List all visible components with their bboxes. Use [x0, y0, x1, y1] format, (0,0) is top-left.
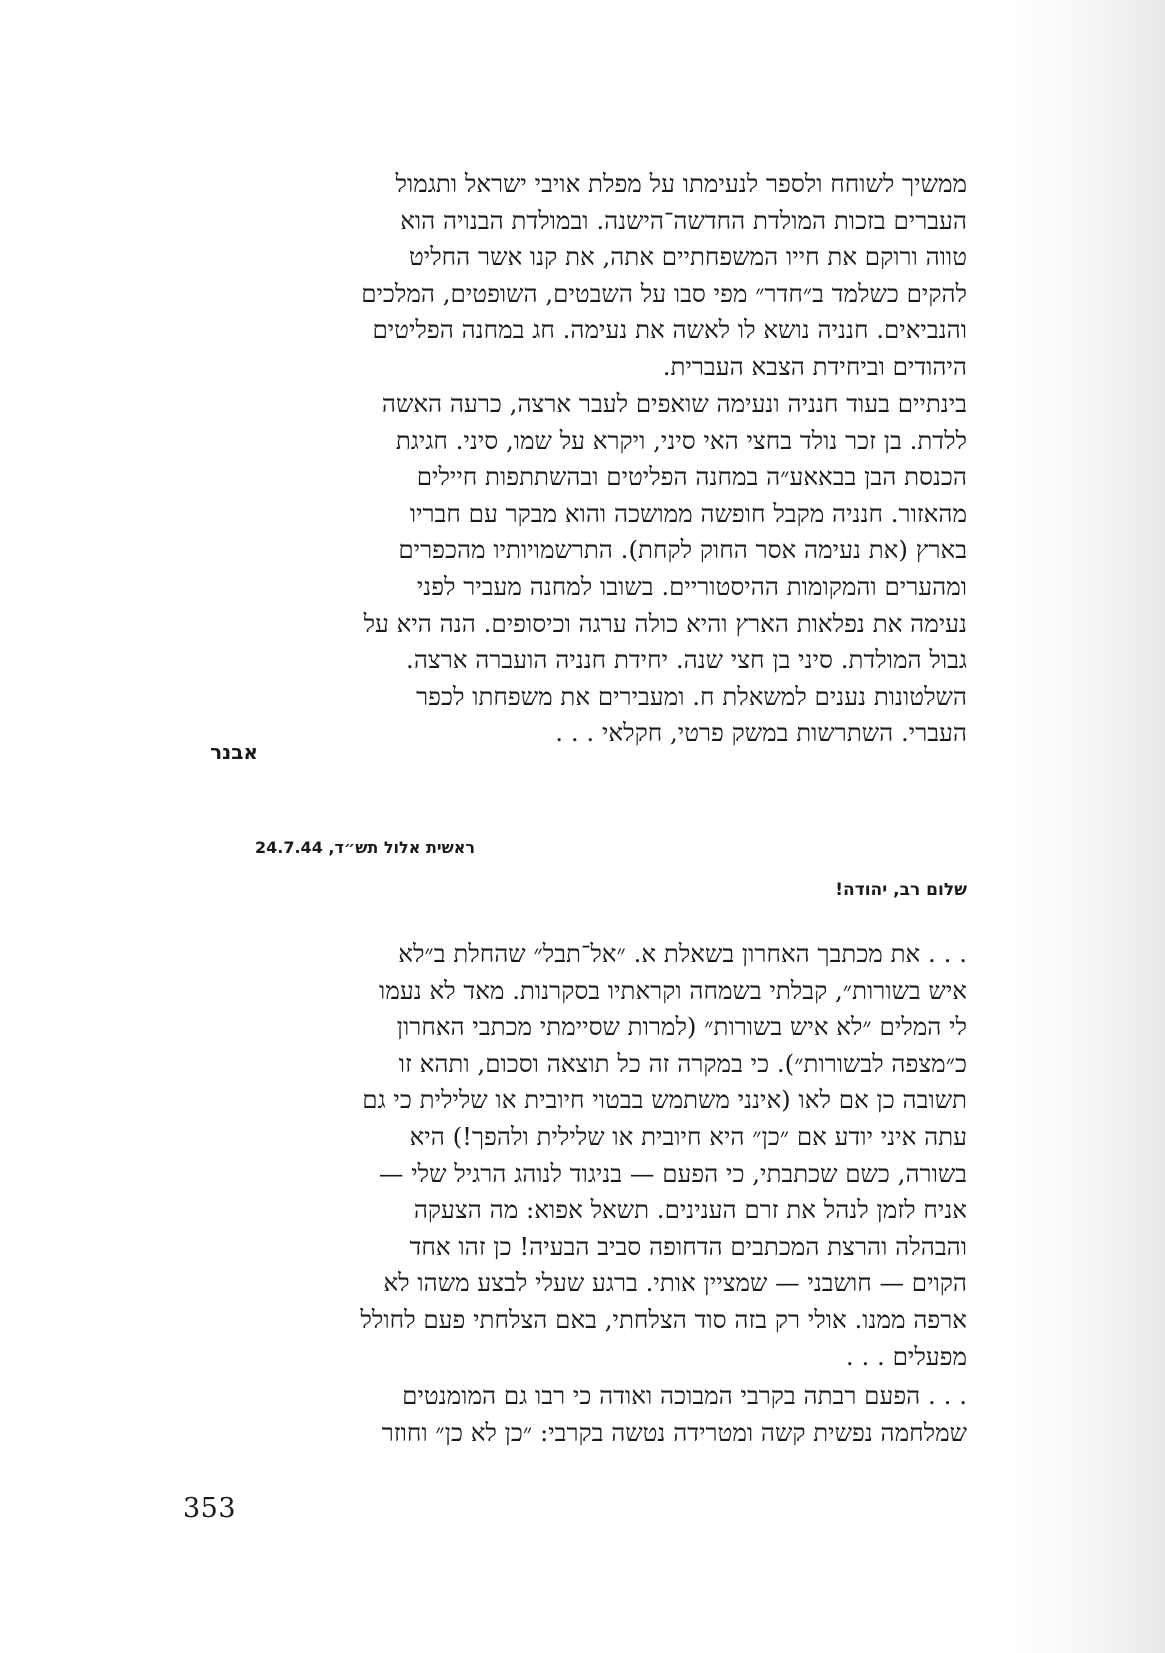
text-line: איש בשורות״, קבלתי בשמחה וקראתיו בסקרנות. מאד לא נעמו	[379, 975, 967, 1005]
text-line: אניח לזמן לנהל את זרם הענינים. תשאל אפוא: מה הצעקה	[413, 1195, 967, 1225]
text-line: בארץ (את נעימה אסר החוק לקחת). התרשמויותיו מהכפרים	[398, 535, 967, 565]
page-gutter-shadow	[1015, 0, 1165, 1653]
text-line: היהודים וביחידת הצבא העברית.	[662, 351, 967, 381]
text-line: ממשיך לשוחח ולספר לנעימתו על מפלת אויבי ישראל ותגמול	[395, 169, 967, 198]
page-number: 353	[183, 1493, 237, 1524]
text-line: . . . הפעם רבתה בקרבי המבוכה ואודה כי רבו גם המומנטים	[402, 1381, 967, 1410]
text-line: בשורה, כשם שכתבתי, כי הפעם — בניגוד לנוהג הרגיל שלי —	[378, 1158, 967, 1188]
text-line: עתה איני יודע אם ״כן״ היא חיובית או שלילית ולהפך!) היא	[409, 1121, 967, 1151]
text-line: . . . את מכתבך האחרון בשאלת א. ״אל־תבל״ שהחלת ב״לא	[398, 939, 967, 968]
text-line: כ״מצפה לבשורות״). כי במקרה זה כל תוצאה וסכום, ותהא זו	[398, 1048, 967, 1078]
letter-date: ראשית אלול תש״ד, 24.7.44	[255, 838, 475, 857]
text-line: ומהערים והמקומות ההיסטוריים. בשובו למחנה מעביר לפני	[416, 571, 967, 601]
paragraph-3	[197, 936, 967, 1375]
paragraph-4	[197, 1378, 967, 1451]
text-line: הקוים — חושבני — שמציין אותי. ברגע שעלי לבצע משהו לא	[383, 1268, 967, 1298]
text-line: השלטונות נענים למשאלת ח. ומעבירים את משפחתו לכפר	[416, 681, 967, 711]
text-line: תשובה כן אם לאו (אינני משתמש בבטוי חיובית או שלילית כי גם	[362, 1085, 967, 1115]
text-line: ללדת. בן זכר נולד בחצי האי סיני, ויקרא על שמו, סיני. חגיגת	[395, 425, 967, 455]
paragraph-2	[197, 386, 967, 752]
paragraph-1	[197, 166, 967, 386]
text-line: לי המלים ״לא איש בשורות״ (למרות שסיימתי מכתבי האחרון	[396, 1012, 967, 1042]
text-line: שמלחמה נפשית קשה ומטרידה נטשה בקרבי: ״כן לא כן״ וחוזר	[381, 1417, 967, 1447]
text-line: מהאזור. חנניה מקבל חופשה ממושכה והוא מבקר עם חבריו	[409, 498, 967, 528]
letter-salutation: שלום רב, יהודה!	[835, 880, 967, 900]
text-line: העברים בזכות המולדת החדשה־הישנה. ובמולדת הבנויה הוא	[400, 205, 967, 235]
text-line: טווה ורוקם את חייו המשפחתיים אתה, את קנו אשר החליט	[409, 242, 967, 272]
text-line: והבהלה והרצת המכתבים הדחופה סביב הבעיה! כן זהו אחד	[409, 1231, 967, 1261]
text-line: העברי. השתרשות במשק פרטי, חקלאי . . .	[555, 718, 967, 748]
text-line: הכנסת הבן בבאאע״ה במחנה הפליטים ובהשתתפות חיילים	[416, 462, 967, 492]
text-line: גבול המולדת. סיני בן חצי שנה. יחידת חנניה הועברה ארצה.	[406, 645, 967, 675]
text-line: ארפה ממנו. אולי רק בזה סוד הצלחתי, באם הצלחתי פעם לחולל	[360, 1304, 967, 1334]
author-signature: אבנר	[210, 740, 258, 764]
text-line: והנביאים. חנניה נושא לו לאשה את נעימה. חג במחנה הפליטים	[372, 315, 967, 345]
text-line: בינתיים בעוד חנניה ונעימה שואפים לעבר ארצה, כרעה האשה	[381, 389, 967, 418]
text-line: מפעלים . . .	[845, 1341, 967, 1371]
text-line: נעימה את נפלאות הארץ והיא כולה ערגה וכיסופים. הנה היא על	[363, 608, 967, 638]
text-line: להקים כשלמד ב״חדר״ מפי סבו על השבטים, השופטים, המלכים	[361, 278, 967, 308]
